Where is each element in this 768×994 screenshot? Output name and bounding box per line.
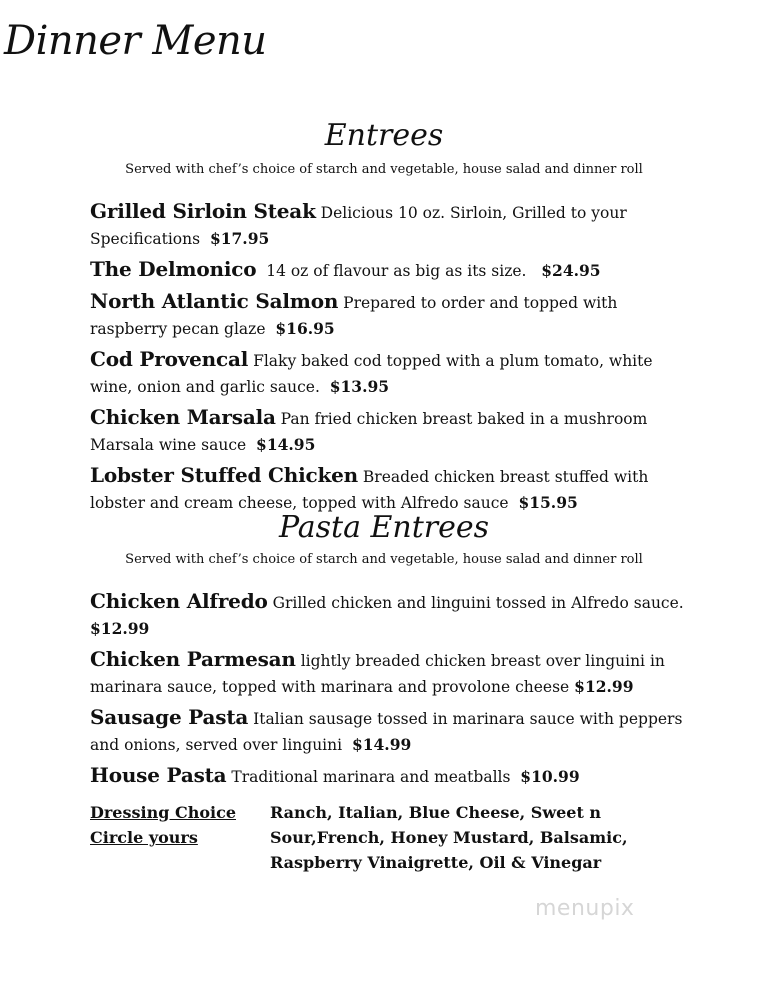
item-name: Chicken Marsala xyxy=(90,405,276,429)
item-price: $24.95 xyxy=(541,261,601,280)
entrees-subtitle: Served with chef’s choice of starch and vegetable, house salad and dinner roll xyxy=(125,162,643,177)
menu-item xyxy=(90,588,690,642)
entrees-heading: Entrees xyxy=(324,118,444,153)
item-name: Sausage Pasta xyxy=(90,705,249,729)
dressing-options: Ranch, Italian, Blue Cheese, Sweet n Sour,French, Honey Mustard, Balsamic, Raspberry Vinaigrette, Oil & Vinegar xyxy=(270,803,628,872)
menu-item xyxy=(90,198,690,252)
entrees-list xyxy=(90,198,690,520)
page-title: Dinner Menu xyxy=(4,18,267,64)
menu-item xyxy=(90,646,690,700)
item-price: $12.99 xyxy=(574,677,634,696)
item-price: $17.95 xyxy=(209,229,270,248)
item-price: $15.95 xyxy=(518,493,578,512)
pasta-subtitle: Served with chef’s choice of starch and vegetable, house salad and dinner roll xyxy=(125,552,643,567)
menu-item xyxy=(90,288,690,342)
item-description: Flaky baked cod topped with a plum tomato, white wine, onion and garlic sauce. xyxy=(90,352,653,396)
item-name: Chicken Alfredo xyxy=(90,589,268,613)
item-description: Breaded chicken breast stuffed with lobster and cream cheese, topped with Alfredo sauce xyxy=(90,468,649,512)
menu-item xyxy=(90,404,690,458)
item-price: $10.99 xyxy=(520,767,580,786)
item-description: Prepared to order and topped with raspberry pecan glaze xyxy=(90,294,618,338)
dressing-labels xyxy=(90,800,270,850)
menu-item xyxy=(90,256,690,284)
item-name: Chicken Parmesan xyxy=(90,647,296,671)
menu-item xyxy=(90,346,690,400)
item-name: Lobster Stuffed Chicken xyxy=(90,463,358,487)
circle-yours-label: Circle yours xyxy=(90,828,198,847)
pasta-list xyxy=(90,588,690,794)
menu-item xyxy=(90,704,690,758)
item-name: Grilled Sirloin Steak xyxy=(90,199,316,223)
item-description: Italian sausage tossed in marinara sauce with peppers and onions, served over linguini xyxy=(90,710,683,754)
item-description: Pan fried chicken breast baked in a mushroom Marsala wine sauce xyxy=(90,410,648,454)
item-name: The Delmonico xyxy=(90,257,257,281)
item-description: Traditional marinara and meatballs xyxy=(231,768,511,786)
item-price: $13.95 xyxy=(329,377,390,396)
watermark-logo: menupix xyxy=(535,896,635,921)
pasta-heading: Pasta Entrees xyxy=(278,510,490,545)
menu-item xyxy=(90,762,690,790)
item-price: $14.99 xyxy=(351,735,412,754)
item-name: House Pasta xyxy=(90,763,227,787)
item-name: North Atlantic Salmon xyxy=(90,289,339,313)
item-price: $12.99 xyxy=(90,619,150,638)
menu-item xyxy=(90,462,690,516)
item-description: 14 oz of flavour as big as its size. xyxy=(266,262,527,280)
item-description: Delicious 10 oz. Sirloin, Grilled to your Specifications xyxy=(90,204,627,248)
item-name: Cod Provencal xyxy=(90,347,249,371)
item-description: lightly breaded chicken breast over linguini in marinara sauce, topped with marinara and provolone cheese xyxy=(90,652,665,696)
dressing-choice-label: Dressing Choice xyxy=(90,803,237,822)
item-price: $16.95 xyxy=(275,319,335,338)
item-price: $14.95 xyxy=(256,435,316,454)
item-description: Grilled chicken and linguini tossed in Alfredo sauce. xyxy=(272,594,684,612)
